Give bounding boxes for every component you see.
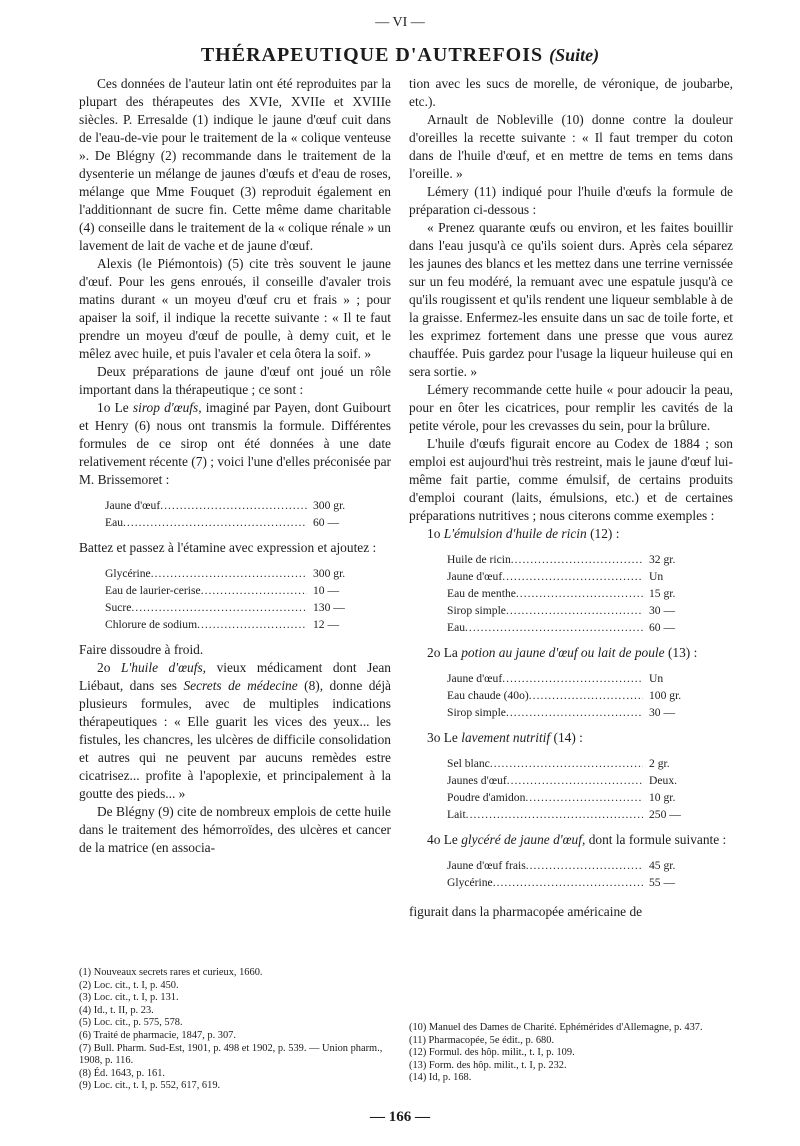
paragraph (79, 399, 391, 489)
recipe-row (447, 772, 711, 789)
recipe-row (105, 565, 375, 582)
quantity: 32 gr. (649, 553, 676, 566)
recipe-table (447, 551, 711, 636)
quantity: 55 — (649, 876, 676, 889)
recipe-row (447, 755, 711, 772)
item-title: lavement nutritif (461, 730, 551, 745)
paragraph: L'huile d'œufs figurait encore au Codex de 1884 ; son emploi est aujourd'hui très restreint, mais le jaune d'œuf lui-même fait partie, comme émulsif, de certains produits d'emploi courant (laits, émulsions, etc.) et de certaines préparations nutritives ; nous citerons comme exemples : (409, 436, 733, 523)
ingredient: Eau (105, 516, 124, 529)
recipe-row (447, 602, 711, 619)
quantity: Un (649, 570, 664, 583)
ingredient: Eau de menthe (447, 587, 516, 600)
item-text: vieux médicament dont Jean Liébaut, dans ses (79, 660, 391, 693)
recipe-row (447, 704, 711, 721)
folio: — VI — (375, 15, 425, 30)
subheading (409, 831, 733, 849)
recipe-table (105, 565, 375, 633)
recipe-table (447, 670, 711, 721)
item-title: L'huile d'œufs, (120, 660, 207, 675)
footnote: (13) Form. des hôp. milit., t. I, p. 232. (409, 1059, 567, 1071)
quantity: 300 gr. (313, 499, 346, 512)
item-number: 4o Le (427, 832, 458, 847)
page-title (0, 46, 800, 64)
paragraph: tion avec les sucs de morelle, de véronique, de joubarbe, etc.). (409, 76, 733, 109)
recipe-row (105, 599, 375, 616)
item-number: 3o Le (427, 730, 458, 745)
recipe-row (447, 874, 711, 891)
ingredient: Sel blanc (447, 757, 490, 770)
paragraph: Faire dissoudre à froid. (79, 642, 204, 657)
recipe-row (105, 514, 375, 531)
ingredient: Huile de ricin (447, 553, 511, 566)
footnotes-right (409, 1022, 733, 1085)
item-title: sirop d'œufs, (132, 400, 202, 415)
title-text: THÉRAPEUTIQUE D'AUTREFOIS (200, 44, 544, 66)
quantity: 250 — (649, 808, 681, 821)
quantity: 30 — (649, 706, 676, 719)
footnote: (11) Pharmacopée, 5e édit., p. 680. (409, 1034, 555, 1046)
recipe-row (447, 806, 711, 823)
book-title: Secrets de médecine (183, 678, 298, 693)
recipe-table (105, 497, 375, 531)
recipe-table (447, 857, 711, 891)
paragraph: Alexis (le Piémontois) (5) cite très souvent le jaune d'œuf. Pour les gens enroués, il conseille d'avaler trois matins durant « un moyeu d'œuf cru et frais » ; pour apaiser la soif, il indique la recette suivante : « Il te faut prendre un moyeu d'œuf de poulle, à demy cuit, et le mêlez avec huile, et puis l'avaler et cela ôtera la soif. » (79, 256, 391, 361)
ingredient: Sirop simple (447, 604, 506, 617)
footnote: (12) Formul. des hôp. milit., t. I, p. 109. (409, 1047, 575, 1059)
recipe-row (447, 687, 711, 704)
quantity: Deux. (649, 774, 678, 787)
paragraph: Arnault de Nobleville (10) donne contre la douleur d'oreilles la recette suivante : « Il faut tremper du coton dans de l'huile d'œuf, et en mettre de tems en tems dans l'oreille. » (409, 112, 733, 181)
item-number: 2o (97, 660, 111, 675)
footnote: (3) Loc. cit., t. I, p. 131. (79, 992, 179, 1004)
item-ref: (13) : (667, 645, 698, 660)
recipe-row (447, 670, 711, 687)
footnote: (5) Loc. cit., p. 575, 578. (79, 1017, 183, 1029)
quantity: 2 gr. (649, 757, 670, 770)
recipe-row (105, 582, 375, 599)
quantity: 300 gr. (313, 567, 346, 580)
item-ref: (14) : (553, 730, 583, 745)
footnote: (6) Traité de pharmacie, 1847, p. 307. (79, 1029, 236, 1041)
item-text: imaginé par Payen, dont Guibourt et Henry (6) nous ont transmis la formule. Différentes formules de ce sirop ont été données à une date relativement récente (7) ; voici l'une d'elles préconisée par M. Brissemoret : (79, 400, 391, 487)
recipe-row (447, 568, 711, 585)
ingredient: Jaunes d'œuf (447, 774, 507, 787)
recipe-row (447, 857, 711, 874)
ingredient: Jaune d'œuf (447, 570, 503, 583)
ingredient: Sirop simple (447, 706, 506, 719)
recipe-table (447, 755, 711, 823)
quantity: Un (649, 672, 664, 685)
item-title: L'émulsion d'huile de ricin (443, 526, 587, 541)
footnote: (14) Id, p. 168. (409, 1072, 472, 1084)
item-number: 1o (427, 526, 441, 541)
subheading (409, 644, 733, 662)
quantity: 10 gr. (649, 791, 676, 804)
quantity: 15 gr. (649, 587, 676, 600)
item-text: (8), donne déjà plusieurs formules, avec de multiples indications thérapeutiques : « Elle guarit les vices des yeux... les fistules, les chancres, les ulcères de difficile consolidation et autres qui ne peuvent par aucuns remèdes estre cicatrisez... profite à l'apoplexie, et principalement à la goutte des pieds... » (79, 678, 391, 801)
paragraph: figurait dans la pharmacopée américaine de (409, 904, 643, 919)
ingredient: Jaune d'œuf (105, 499, 161, 512)
quantity: 60 — (313, 516, 340, 529)
ingredient: Eau chaude (40o) (447, 689, 529, 702)
item-ref: (12) : (590, 526, 620, 541)
footnote: (2) Loc. cit., t. I, p. 450. (79, 979, 179, 991)
quantity: 60 — (649, 621, 676, 634)
title-suite: (Suite) (549, 45, 600, 65)
ingredient: Eau (447, 621, 466, 634)
recipe-row (105, 616, 375, 633)
quantity: 30 — (649, 604, 676, 617)
ingredient: Jaune d'œuf frais (447, 859, 526, 872)
subheading (409, 729, 733, 747)
ingredient: Glycérine (105, 567, 151, 580)
right-column (409, 75, 733, 921)
item-text: dont la formule suivante : (588, 832, 727, 847)
ingredient: Sucre (105, 601, 132, 614)
footnote: (10) Manuel des Dames de Charité. Ephémérides d'Allemagne, p. 437. (409, 1022, 703, 1033)
recipe-row (447, 551, 711, 568)
item-number: 1o Le (97, 400, 129, 415)
footnote: (9) Loc. cit., t. I, p. 552, 617, 619. (79, 1080, 221, 1092)
item-title: glycéré de jaune d'œuf, (461, 832, 586, 847)
ingredient: Lait (447, 808, 466, 821)
paragraph: Lémery recommande cette huile « pour adoucir la peau, pour en ôter les cicatrices, pour remplir les cavités de la petite vérole, pour les crevasses du sein, pour la brûlure. (409, 382, 733, 433)
quantity: 130 — (313, 601, 345, 614)
paragraph: Ces données de l'auteur latin ont été reproduites par la plupart des thérapeutes des XVIe, XVIIe et XVIIIe siècles. P. Erresalde (1) indique le jaune d'œuf cuit dans de l'eau-de-vie pour le traitement de la « colique venteuse ». De Blégny (2) recommande dans le traitement de la dysenterie un mélange de jaunes d'œufs et d'eau de roses, mélange que Mme Fouquet (3) reproduit également en l'additionnant de sucre fin. Cette même dame charitable (4) conseille dans le traitement de la « colique rénale » un lavement de lait de vache et de jaune d'œuf. (79, 76, 391, 253)
ingredient: Eau de laurier-cerise (105, 584, 201, 597)
paragraph (79, 659, 391, 803)
ingredient: Poudre d'amidon (447, 791, 526, 804)
ingredient: Chlorure de sodium (105, 618, 198, 631)
left-column (79, 75, 391, 857)
footnotes-left (79, 967, 391, 1093)
ingredient: Jaune d'œuf (447, 672, 503, 685)
paragraph: Battez et passez à l'étamine avec expression et ajoutez : (79, 540, 377, 555)
recipe-row (105, 497, 375, 514)
footnote: (4) Id., t. II, p. 23. (79, 1004, 154, 1016)
quantity: 12 — (313, 618, 340, 631)
subheading (409, 525, 733, 543)
quantity: 10 — (313, 584, 340, 597)
paragraph: Lémery (11) indiqué pour l'huile d'œufs la formule de préparation ci-dessous : (409, 184, 733, 217)
page-number: — 166 — (370, 1109, 430, 1125)
recipe-row (447, 585, 711, 602)
ingredient: Glycérine (447, 876, 493, 889)
paragraph: De Blégny (9) cite de nombreux emplois de cette huile dans le traitement des hémorroïdes, des ulcères et cancer de la matrice (en associa- (79, 804, 391, 855)
recipe-row (447, 619, 711, 636)
paragraph: « Prenez quarante œufs ou environ, et les faites bouillir dans l'eau jusqu'à ce qu'ils soient durs. Après cela séparez les jaunes des blancs et les mettez dans une terrine vernissée sur un feu modéré, la remuant avec une espatule jusqu'à ce qu'ils rougissent et qu'ils rendent une liqueur semblable à de la graisse. Enfermez-les ensuite dans un sac de toile forte, et les exprimez fortement dans une presse que vous aurez chauffée. Puis gardez pour l'usage la liqueur huileuse qui en sera sortie. » (409, 220, 733, 379)
paragraph: Deux préparations de jaune d'œuf ont joué un rôle important dans la thérapeutique ; ce sont : (79, 364, 391, 397)
footnote: (7) Bull. Pharm. Sud-Est, 1901, p. 498 et 1902, p. 539. — Union pharm., 1908, p. 116. (79, 1042, 383, 1067)
item-title: potion au jaune d'œuf ou lait de poule (461, 645, 665, 660)
quantity: 45 gr. (649, 859, 676, 872)
quantity: 100 gr. (649, 689, 682, 702)
footnote: (8) Éd. 1643, p. 161. (79, 1067, 166, 1079)
recipe-row (447, 789, 711, 806)
footnote: (1) Nouveaux secrets rares et curieux, 1660. (79, 967, 263, 978)
item-number: 2o La (427, 645, 458, 660)
